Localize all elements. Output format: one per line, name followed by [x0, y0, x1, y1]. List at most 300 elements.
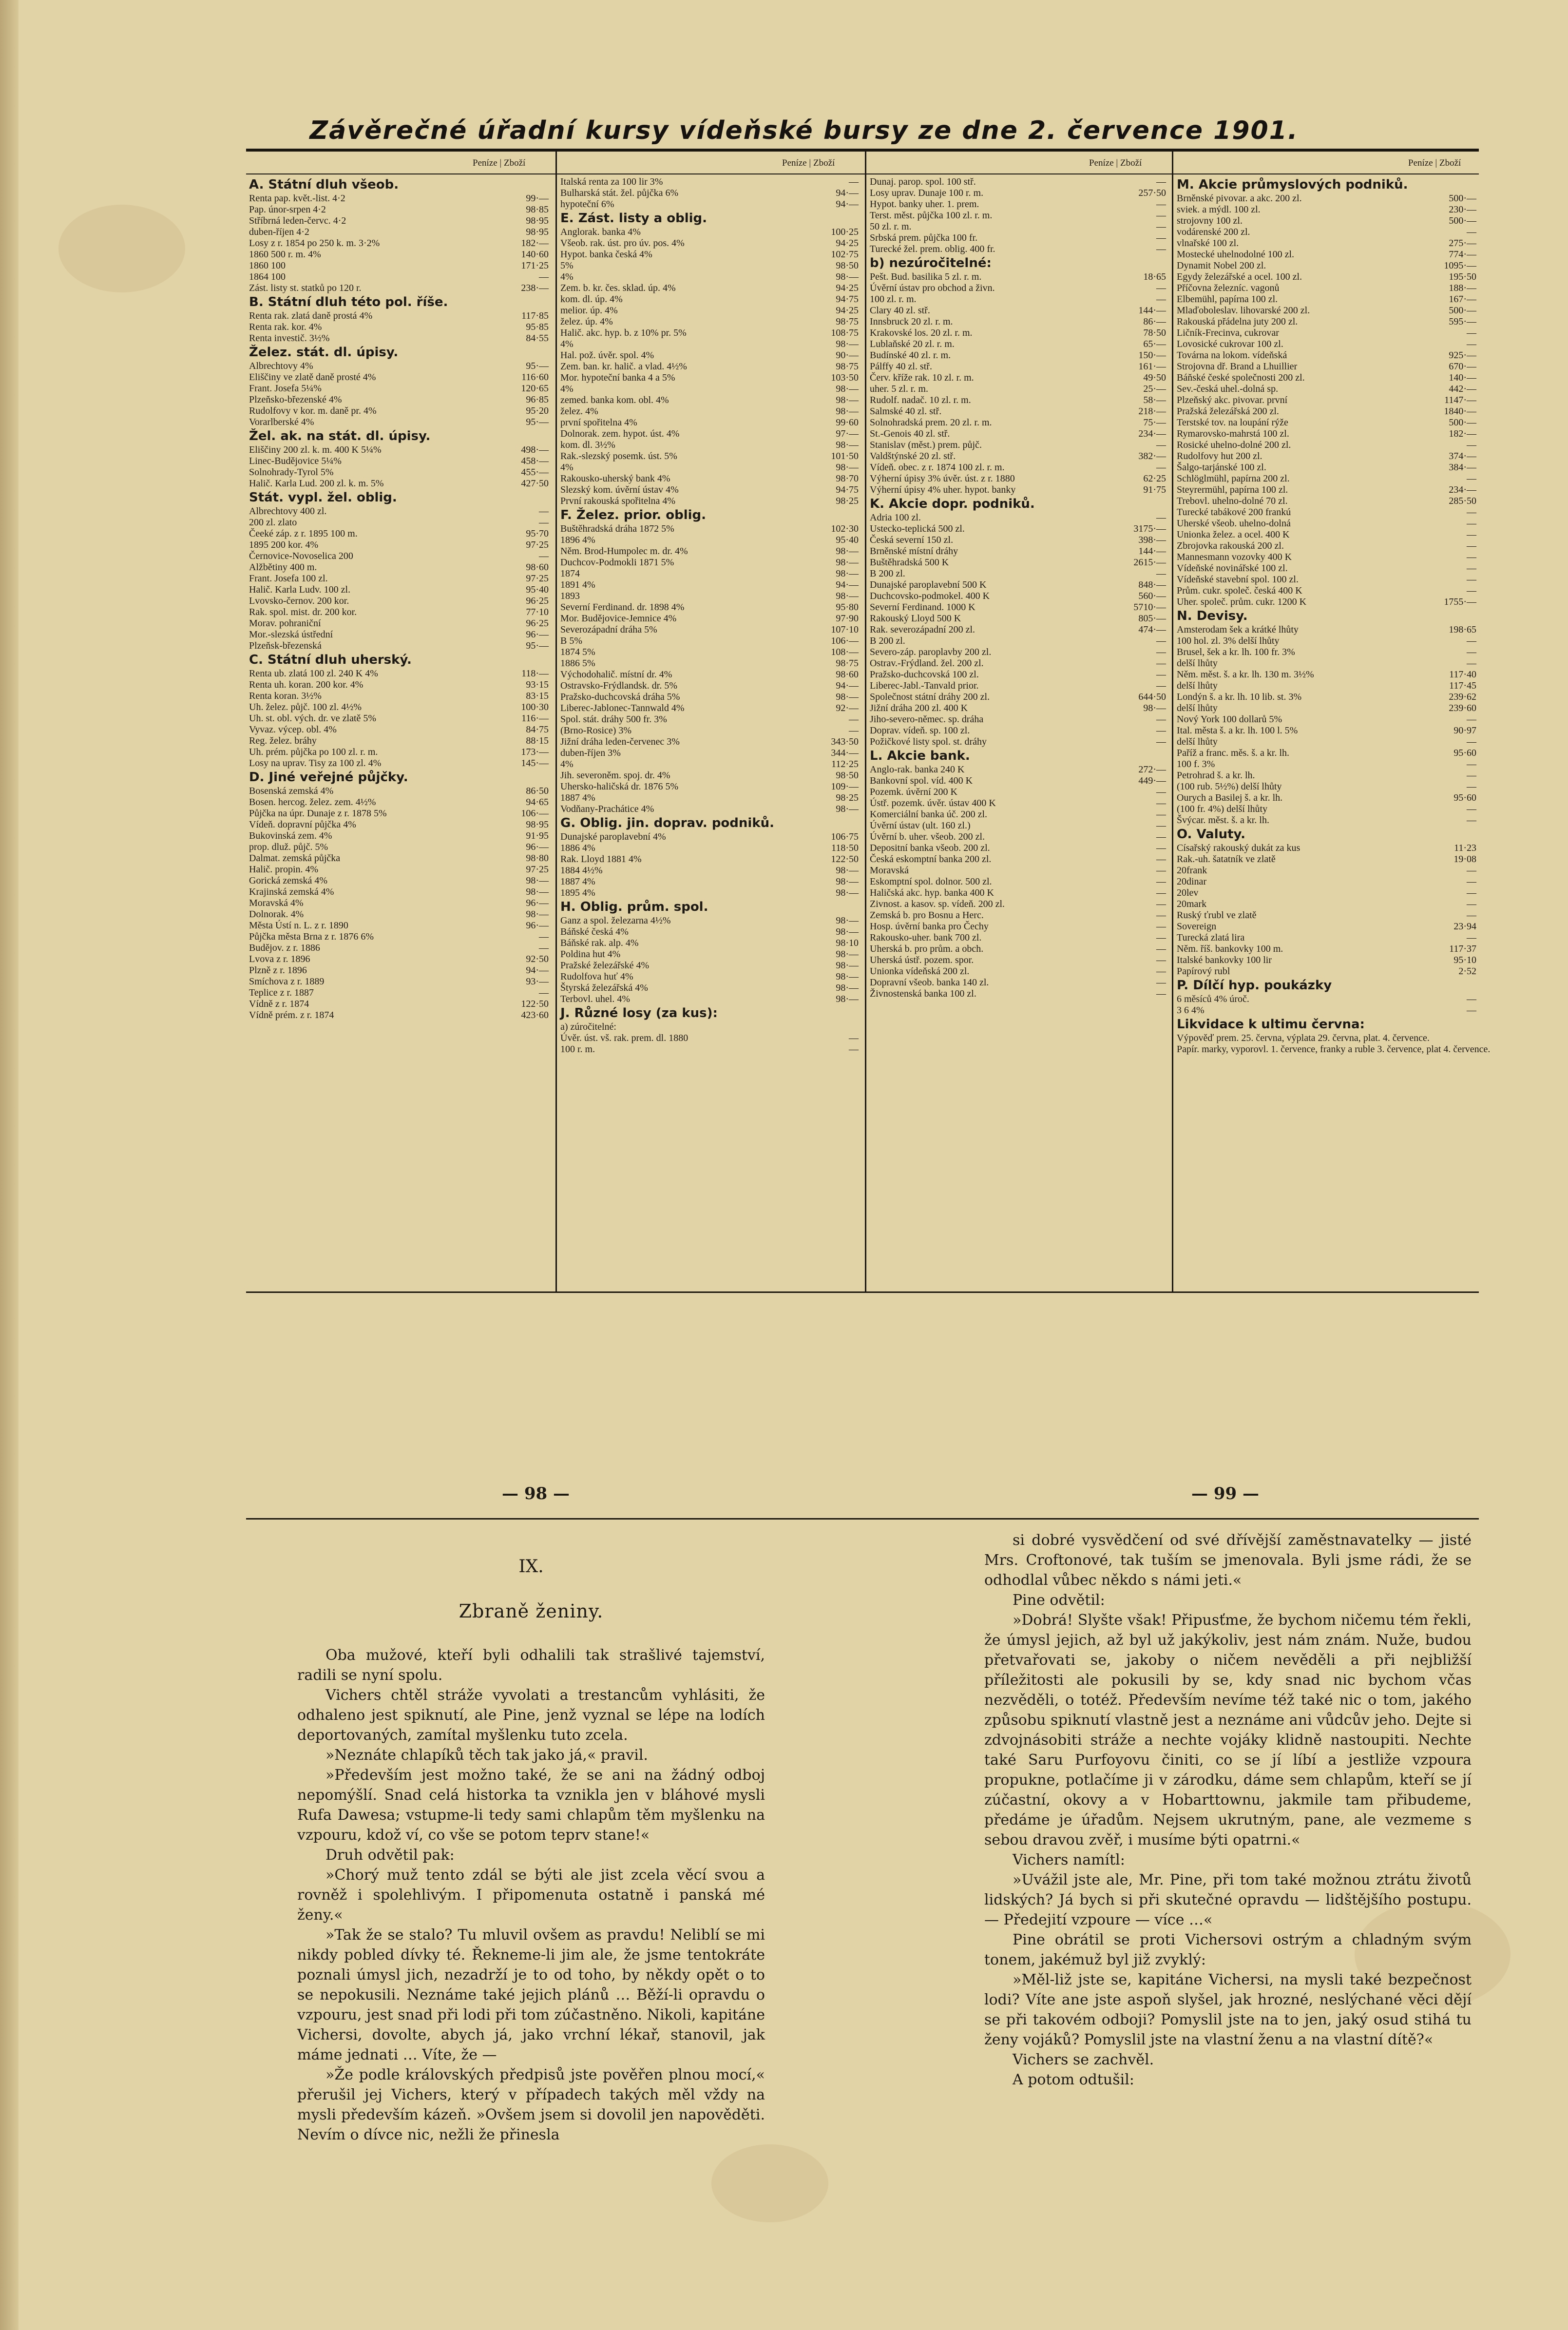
quote-price: 98·— — [836, 384, 859, 394]
quote-row — [560, 451, 859, 462]
quote-price: 384·— — [1449, 462, 1476, 473]
quote-row — [560, 484, 859, 496]
quote-row — [249, 691, 549, 702]
quote-row — [560, 283, 859, 294]
quote-name: Ostrav.-Frýdland. žel. 200 zl. — [870, 658, 984, 669]
quote-name: Renta uh. koran. 200 kor. 4% — [249, 679, 363, 690]
section-heading: A. Státní dluh všeob. — [249, 177, 399, 192]
quote-name: Dunaj. parop. spol. 100 stř. — [870, 176, 976, 187]
quote-price: 102·30 — [831, 523, 859, 534]
quote-price: — — [1467, 563, 1476, 574]
quote-name: Výpověď prem. 25. června, výplata 29. června, plat. 4. července. — [1177, 1033, 1430, 1043]
quote-row — [560, 327, 859, 339]
quote-row — [249, 864, 549, 875]
section-heading: M. Akcie průmyslových podniků. — [1177, 177, 1408, 192]
quote-price: — — [1467, 658, 1476, 669]
quote-name: Elbemühl, papírna 100 zl. — [1177, 294, 1278, 305]
quote-price: 218·— — [1138, 406, 1166, 417]
quote-price: 500·— — [1449, 215, 1476, 226]
exchange-headline: Závěrečné úřadní kursy vídeňské bursy ze dne 2. července 1901. — [309, 116, 1299, 145]
quote-price: 95·70 — [526, 528, 549, 539]
quote-price: 97·25 — [526, 864, 549, 875]
quote-name: 100 r. m. — [560, 1044, 595, 1055]
quote-row — [560, 938, 859, 949]
quote-name: Trebovl. uhelno-dolné 70 zl. — [1177, 496, 1288, 506]
quote-price: 167·— — [1449, 294, 1476, 305]
quote-price: 62·25 — [1143, 473, 1166, 484]
quote-name: 1895 4% — [560, 887, 595, 898]
quote-name: Zem. ban. kr. halič. a vlad. 4½% — [560, 361, 687, 372]
quote-name: Mor. Budějovice-Jemnice 4% — [560, 613, 677, 624]
quote-name: (100 fr. 4%) delší lhůty — [1177, 804, 1268, 814]
quote-row — [1177, 669, 1476, 680]
quote-name: uher. 5 zl. r. m. — [870, 384, 928, 394]
quote-name: Uherská b. pro prům. a obch. — [870, 944, 984, 954]
quote-row — [1177, 339, 1476, 350]
quote-row — [249, 629, 549, 640]
quote-price: — — [1156, 283, 1166, 293]
quote-price: — — [1467, 815, 1476, 826]
quote-row — [1177, 406, 1476, 417]
quote-name: Brusel, šek a kr. lh. 100 fr. 3% — [1177, 647, 1295, 657]
quote-row — [1177, 204, 1476, 215]
quote-price: 106·— — [521, 808, 549, 819]
quote-name: zemed. banka kom. obl. 4% — [560, 395, 669, 405]
quote-row — [249, 456, 549, 467]
quote-name: St.-Genois 40 zl. stř. — [870, 428, 950, 439]
quote-row — [870, 910, 1166, 921]
quote-name: Jižní dráha 200 zl. 400 K — [870, 703, 968, 713]
quote-row — [560, 591, 859, 602]
quote-price: 106·— — [831, 635, 859, 646]
quote-name: Halič. akc. hyp. b. z 10% pr. 5% — [560, 327, 687, 338]
quote-price: 122·50 — [831, 854, 859, 865]
quote-name: Strojovna dř. Brand a Lhuillier — [1177, 361, 1298, 372]
quote-row — [870, 188, 1166, 199]
quote-price: 188·— — [1449, 283, 1476, 293]
quote-name: Rakouská přádelna juty 200 zl. — [1177, 316, 1298, 327]
quote-price: 98·— — [836, 406, 859, 417]
table-header-rule — [246, 173, 1479, 174]
quote-row — [560, 557, 859, 568]
quote-price: — — [539, 931, 549, 942]
quote-row — [870, 692, 1166, 703]
section-heading: b) nezúročitelné: — [870, 256, 992, 270]
quote-name: 100 hol. zl. 3% delší lhůty — [1177, 635, 1280, 646]
quote-name: 20frank — [1177, 865, 1207, 876]
quote-name: Italské bankovky 100 lir — [1177, 955, 1272, 965]
column-header-money: Peníze | Zboží — [1089, 158, 1142, 168]
quote-price: — — [1467, 327, 1476, 338]
quote-price: 98·— — [526, 909, 549, 920]
quote-name: Moravská 4% — [249, 898, 304, 908]
quote-price: — — [1156, 977, 1166, 988]
quote-price: 95·— — [526, 361, 549, 371]
quote-name: Losy z r. 1854 po 250 k. m. 3·2% — [249, 238, 380, 249]
quote-row — [1177, 585, 1476, 597]
quote-price: 98·— — [836, 591, 859, 601]
quote-price: 98·— — [836, 982, 859, 993]
quote-price: — — [1467, 865, 1476, 876]
quote-price: 2·52 — [1458, 966, 1476, 977]
quote-row — [249, 539, 549, 551]
quote-row — [560, 982, 859, 994]
quote-row — [1177, 574, 1476, 585]
quote-name: Rak. severozápadní 200 zl. — [870, 624, 975, 635]
quote-row — [1177, 770, 1476, 781]
quote-row — [870, 591, 1166, 602]
quote-price: — — [539, 551, 549, 561]
quote-name: Lovosické cukrovar 100 zl. — [1177, 339, 1283, 349]
quote-name: Vídeňské novinářské 100 zl. — [1177, 563, 1288, 574]
quote-row — [870, 579, 1166, 591]
quote-price: — — [1156, 876, 1166, 887]
quote-name: Dynamit Nobel 200 zl. — [1177, 260, 1266, 271]
quote-price: 1095·— — [1444, 260, 1476, 271]
quote-name: Terbovl. uhel. 4% — [560, 994, 631, 1004]
quote-row — [870, 988, 1166, 1000]
quote-name: Plzeňsk-březenská — [249, 640, 322, 651]
quote-name: První rakouská spořitelna 4% — [560, 496, 676, 506]
quote-name: Hypot. banka česká 4% — [560, 249, 652, 260]
quote-row — [249, 372, 549, 383]
quote-price: 140·60 — [521, 249, 549, 260]
story-paragraph: »Dobrá! Slyšte však! Připusťme, že bychom ničemu tém řekli, že úmysl jejich, až byl už jakýkoliv, jest nám znám. Nuže, budou přetvařovati se, jakoby o ničem nevěděli a při nejbližší příležitosti ale pokusili by se, kdy snad nic bychom včas nezvěděli, o totéž. Především nevíme též také nic o tom, jakého způsobu spiknutí vlastně jest a neznáme ani vůdcův jeho. Dejte si zdvojnásobiti stráže a nechte vojáky klidně nastoupiti. Nechte také Saru Purfoyovu činiti, co se jí líbí a jestliže vzpoura propukne, potlačíme ji v zárodku, dáme sem chlapům, kteří se jí zúčastní, okovy a v Hobarttownu, jakmile tam přibudeme, předáme je úřadům. Nejsem ukrutným, pane, ale vezmeme s sebou dravou zvěř, i musíme býti opatrni.« — [984, 1612, 1472, 1849]
quote-row — [870, 680, 1166, 692]
quote-price: 239·60 — [1449, 703, 1476, 713]
quote-name: Ústř. pozemk. úvěr. ústav 400 K — [870, 798, 996, 809]
quote-row — [249, 909, 549, 920]
quote-row — [560, 294, 859, 305]
quote-name: Duchcovsko-podmokel. 400 K — [870, 591, 990, 601]
quote-price: 122·50 — [521, 999, 549, 1009]
quote-row — [560, 271, 859, 283]
quote-row — [870, 327, 1166, 339]
quote-row — [870, 473, 1166, 484]
quote-price: 96·85 — [526, 394, 549, 405]
quote-price: 23·94 — [1453, 921, 1476, 932]
quote-row — [870, 854, 1166, 865]
quote-price: 77·10 — [526, 607, 549, 617]
quote-price: — — [1156, 714, 1166, 725]
quote-price: 116·60 — [521, 372, 549, 383]
quote-row — [249, 1010, 549, 1021]
quote-row — [1177, 529, 1476, 540]
quote-name: Uherské všeob. uhelno-dolná — [1177, 518, 1291, 529]
quote-row — [870, 966, 1166, 977]
quote-row — [870, 271, 1166, 283]
quote-price: 98·— — [836, 692, 859, 702]
quote-row — [870, 350, 1166, 361]
quote-name: 1860 100 — [249, 260, 286, 271]
quote-row — [249, 758, 549, 769]
quote-price: — — [1156, 899, 1166, 909]
quote-name: Plzeňsko-březenské 4% — [249, 394, 342, 405]
section-heading: O. Valuty. — [1177, 827, 1245, 842]
quote-name: Pozemk. úvěrní 200 K — [870, 787, 957, 797]
quote-price: 161·— — [1138, 361, 1166, 372]
section-heading: N. Devisy. — [1177, 609, 1248, 623]
quote-name: Halič. propin. 4% — [249, 864, 319, 875]
quote-row — [249, 618, 549, 629]
quote-name: Čeeké záp. z r. 1895 100 m. — [249, 528, 358, 539]
quote-name: Albrechtovy 4% — [249, 361, 313, 371]
quote-price: — — [1467, 227, 1476, 237]
quote-name: 4% — [560, 339, 574, 349]
quote-name: delší lhůty — [1177, 658, 1218, 669]
quote-row — [1177, 484, 1476, 496]
quote-price: 98·50 — [836, 260, 859, 271]
quote-row — [249, 249, 549, 260]
quote-name: Nový York 100 dollarů 5% — [1177, 714, 1282, 725]
exchange-table — [246, 146, 1491, 1306]
quote-price: 94·— — [836, 199, 859, 210]
quote-name: Solnohrady-Tyrol 5% — [249, 467, 334, 478]
quote-price: — — [1156, 921, 1166, 932]
quote-price: 94·25 — [836, 283, 859, 293]
quote-name: Zbrojovka rakouská 200 zl. — [1177, 540, 1284, 551]
quote-price: 98·— — [836, 949, 859, 960]
quote-price: 98·— — [526, 875, 549, 886]
quote-row — [1177, 395, 1476, 406]
quote-row — [560, 854, 859, 865]
quote-row — [870, 977, 1166, 988]
quote-price: — — [1156, 966, 1166, 977]
quote-name: Mostecké uhelnodolné 100 zl. — [1177, 249, 1295, 260]
quote-name: 1860 500 r. m. 4% — [249, 249, 321, 260]
quote-row — [1177, 597, 1476, 608]
quote-price — [785, 1021, 859, 1033]
quote-name: Lublaňské 20 zl. r. m. — [870, 339, 955, 349]
quote-price: 95·60 — [1453, 792, 1476, 803]
quote-name: Bosen. hercog. želez. zem. 4½% — [249, 797, 376, 808]
section-heading: Stát. vypl. žel. oblig. — [249, 490, 397, 505]
column-divider — [1172, 151, 1173, 1291]
quote-price: 49·50 — [1143, 372, 1166, 383]
quote-row — [249, 562, 549, 573]
quote-row — [560, 1033, 859, 1044]
quote-name: Halič. Karla Lud. 200 zl. k. m. 5% — [249, 478, 384, 489]
quote-price: — — [1156, 798, 1166, 809]
quote-price: 98·— — [1143, 703, 1166, 713]
quote-price: — — [1156, 199, 1166, 210]
quote-price: 19·08 — [1453, 854, 1476, 865]
quote-name: Petrohrad š. a kr. lh. — [1177, 770, 1255, 781]
quote-name: Ganz a spol. železarna 4½% — [560, 915, 671, 926]
quote-row — [870, 725, 1166, 736]
quote-price: 423·60 — [521, 1010, 549, 1021]
quote-name: Úvěrní ústav pro obchod a živn. — [870, 283, 995, 293]
quote-row — [560, 926, 859, 938]
quote-row — [560, 714, 859, 725]
quote-row — [560, 350, 859, 361]
quote-row — [870, 921, 1166, 932]
quote-price: — — [1156, 736, 1166, 747]
quote-name: delší lhůty — [1177, 680, 1218, 691]
quote-name: želez. úp. 4% — [560, 316, 613, 327]
quote-price: 230·— — [1449, 204, 1476, 215]
quote-price: 98·95 — [526, 227, 549, 237]
quote-name: Rakousko-uherský bank 4% — [560, 473, 670, 484]
quote-row — [1177, 552, 1476, 563]
quote-name: Ruský ťrubl ve zlatě — [1177, 910, 1257, 921]
quote-name: Uhersko-haličská dr. 1876 5% — [560, 781, 679, 792]
quote-row — [870, 523, 1166, 535]
quote-name: Anglorak. banka 4% — [560, 227, 641, 237]
quote-price: — — [1467, 647, 1476, 657]
quote-price: — — [1156, 669, 1166, 680]
quote-row — [249, 920, 549, 931]
quote-price: 285·50 — [1449, 496, 1476, 506]
quote-row — [249, 215, 549, 227]
section-heading: C. Státní dluh uherský. — [249, 653, 412, 667]
quote-row — [1177, 327, 1476, 339]
quote-name: Východohalič. místní dr. 4% — [560, 669, 672, 680]
quote-price: — — [1156, 680, 1166, 691]
quote-row — [870, 512, 1166, 523]
quote-row — [560, 440, 859, 451]
quote-price: — — [1467, 339, 1476, 349]
quote-name: Bulharská stát. žel. půjčka 6% — [560, 188, 679, 198]
quote-name: Papírový rubl — [1177, 966, 1230, 977]
quote-price: 98·— — [836, 887, 859, 898]
quote-row — [870, 787, 1166, 798]
quote-name: Černovice-Novoselica 200 — [249, 551, 353, 561]
quote-row — [870, 210, 1166, 221]
quote-price: 83·15 — [526, 691, 549, 701]
quote-price: 98·— — [836, 865, 859, 876]
quote-price: 98·— — [526, 886, 549, 897]
quote-price: 94·— — [836, 579, 859, 590]
quote-row — [249, 361, 549, 372]
quote-name: 1884 4½% — [560, 865, 603, 876]
quote-name: Uh. prém. půjčka po 100 zl. r. m. — [249, 747, 378, 757]
quote-name: Vídně prém. z r. 1874 — [249, 1010, 334, 1021]
quote-name: Česká eskomptní banka 200 zl. — [870, 854, 992, 865]
quote-row — [560, 523, 859, 535]
quote-name: Společnost státní dráhy 200 zl. — [870, 692, 990, 702]
quote-name: Česká severní 150 zl. — [870, 535, 954, 545]
story-paragraph: »Především jest možno také, že se ani na žádný odboj nepomýšlí. Snad celá historka ta vznikla jen v bláhové mysli Rufa Dawesa; vstupme-li tedy sami chlapům těm myšlenku na vzpouru, kdož ví, co vše se potom teprv stane!« — [297, 1767, 765, 1844]
quote-price: 98·95 — [526, 215, 549, 226]
quote-name: Rosické uhelno-dolné 200 zl. — [1177, 440, 1291, 450]
quote-price: 107·10 — [831, 624, 859, 635]
quote-price: 90·97 — [1453, 725, 1476, 736]
quote-row — [1177, 804, 1476, 815]
quote-row — [249, 584, 549, 596]
quote-price: — — [1467, 899, 1476, 909]
quote-name: Příčovna železníc. vagonů — [1177, 283, 1280, 293]
quote-name: a) zúročitelné: — [560, 1021, 616, 1032]
quote-price: 86·— — [1143, 316, 1166, 327]
table-column-1 — [249, 176, 549, 1290]
quote-name: Gorická zemská 4% — [249, 875, 328, 886]
quote-price: — — [1156, 955, 1166, 965]
quote-row — [1177, 843, 1476, 854]
quote-price: 344·— — [831, 748, 859, 758]
quote-row — [249, 735, 549, 747]
story-paragraph: Druh odvětil pak: — [325, 1847, 455, 1864]
quote-name: Halič. Karla Ludv. 100 zl. — [249, 584, 351, 595]
quote-row — [249, 444, 549, 456]
quote-row — [560, 692, 859, 703]
quote-price: 1840·— — [1444, 406, 1476, 417]
quote-row — [560, 579, 859, 591]
quote-price: 94·— — [836, 188, 859, 198]
quote-row — [1177, 294, 1476, 305]
quote-row — [870, 932, 1166, 944]
quote-price: — — [1156, 988, 1166, 999]
quote-row — [870, 484, 1166, 496]
quote-row — [560, 887, 859, 899]
quote-name: Rak.-slezský posemk. úst. 5% — [560, 451, 677, 462]
quote-name: Brněnské pivovar. a akc. 200 zl. — [1177, 193, 1302, 204]
quote-row — [560, 395, 859, 406]
page-binding-edge — [0, 0, 19, 2330]
quote-name: kom. dl. 3½% — [560, 440, 615, 450]
section-heading: Likvidace k ultimu června: — [1177, 1017, 1365, 1032]
quote-name: Egydy železářské a ocel. 100 zl. — [1177, 271, 1302, 282]
quote-name: 20mark — [1177, 899, 1207, 909]
quote-price: 98·— — [836, 546, 859, 557]
chapter-number: IX. — [518, 1557, 544, 1577]
quote-price: 94·— — [836, 680, 859, 691]
quote-name: Papír. marky, vyporovl. 1. července, franky a ruble 3. července, plat 4. července. — [1177, 1044, 1491, 1055]
quote-name: Zást. listy st. statků po 120 r. — [249, 283, 362, 293]
quote-name: Báňské česká 4% — [560, 926, 629, 937]
quote-row — [249, 954, 549, 965]
quote-row — [1177, 781, 1476, 792]
quote-price: 100·30 — [521, 702, 549, 712]
quote-price: 1147·— — [1444, 395, 1476, 405]
section-heading: F. Želez. prior. oblig. — [560, 508, 706, 522]
quote-price: 98·95 — [526, 819, 549, 830]
quote-row — [560, 361, 859, 372]
quote-row — [249, 999, 549, 1010]
quote-row — [560, 781, 859, 792]
quote-name: Vorarlberské 4% — [249, 417, 314, 427]
section-heading: Želez. stát. dl. úpisy. — [249, 345, 399, 360]
quote-price: 98·60 — [836, 669, 859, 680]
quote-name: Plzeňský akc. pivovar. první — [1177, 395, 1288, 405]
quote-price: 343·50 — [831, 736, 859, 747]
quote-name: Živnostenská banka 100 zl. — [870, 988, 976, 999]
quote-name: Továrna na lokom. vídeňská — [1177, 350, 1287, 361]
quote-row — [870, 887, 1166, 899]
quote-name: Báňské rak. alp. 4% — [560, 938, 639, 948]
quote-row — [249, 517, 549, 528]
quote-name: strojovny 100 zl. — [1177, 215, 1243, 226]
quote-row — [1177, 440, 1476, 451]
story-paragraph: Vichers chtěl stráže vyvolati a trestancům vyhlásiti, že odhaleno jest spiknutí, ale Pine, jenž vyznal se lépe na lodích deportovaných, zamítal myšlenku tuto zcela. — [297, 1687, 765, 1744]
quote-name: Vodňany-Pracháticе 4% — [560, 804, 654, 814]
quote-name: Dopravní všeob. banka 140 zl. — [870, 977, 989, 988]
quote-row — [870, 703, 1166, 714]
quote-price: — — [1156, 221, 1166, 232]
quote-price: — — [1467, 781, 1476, 792]
quote-name: Turecké žel. prem. oblig. 400 fr. — [870, 244, 995, 254]
quote-name: Zem. b. kr. čes. sklad. úp. 4% — [560, 283, 676, 293]
quote-row — [870, 462, 1166, 473]
quote-name: Rudolf. nadač. 10 zl. r. m. — [870, 395, 971, 405]
quote-name: Zemská b. pro Bosnu a Herc. — [870, 910, 984, 921]
quote-price: — — [1467, 887, 1476, 898]
quote-row — [249, 467, 549, 478]
quote-price: — — [1467, 804, 1476, 814]
quote-name: Uherská ústř. pozem. spor. — [870, 955, 974, 965]
quote-price: 94·— — [526, 965, 549, 976]
quote-name: Dunajské paroplavební 500 K — [870, 579, 987, 590]
